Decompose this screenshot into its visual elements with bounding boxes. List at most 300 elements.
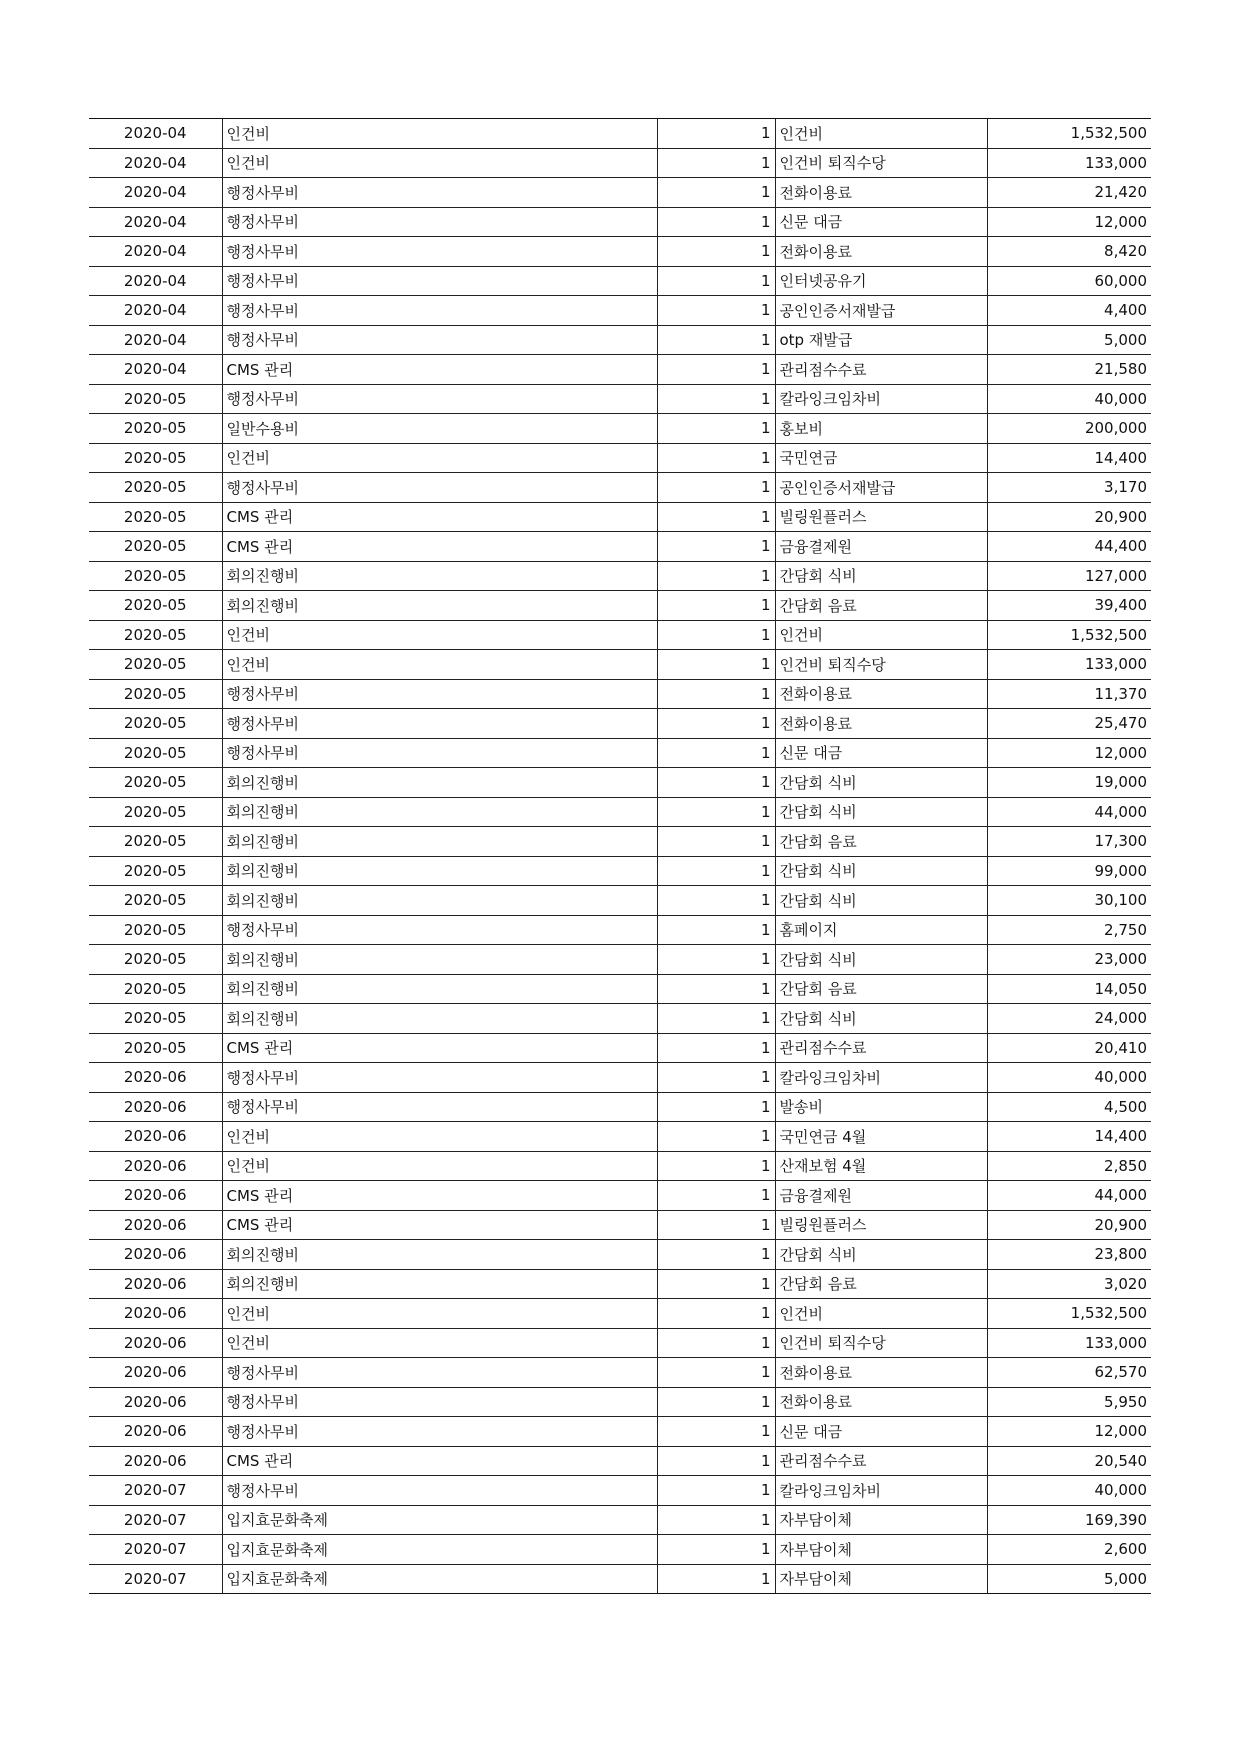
table-row [89,148,1151,178]
date-cell: 2020-05 [89,650,222,680]
date-cell: 2020-05 [89,856,222,886]
quantity-cell: 1 [657,1476,775,1506]
description-cell: 국민연금 4월 [775,1122,987,1152]
amount-cell: 21,580 [987,355,1151,385]
table-row [89,207,1151,237]
date-cell: 2020-04 [89,355,222,385]
description-cell: otp 재발급 [775,325,987,355]
amount-cell: 12,000 [987,1417,1151,1447]
table-row [89,738,1151,768]
category-cell: CMS 관리 [222,502,657,532]
amount-cell: 5,000 [987,1564,1151,1594]
category-cell: CMS 관리 [222,532,657,562]
description-cell: 칼라잉크임차비 [775,1063,987,1093]
amount-cell: 23,000 [987,945,1151,975]
category-cell: 행정사무비 [222,1476,657,1506]
description-cell: 빌링원플러스 [775,502,987,532]
description-cell: 간담회 음료 [775,974,987,1004]
quantity-cell: 1 [657,768,775,798]
description-cell: 전화이용료 [775,1387,987,1417]
date-cell: 2020-05 [89,827,222,857]
quantity-cell: 1 [657,1505,775,1535]
quantity-cell: 1 [657,1564,775,1594]
table-row [89,1122,1151,1152]
amount-cell: 2,600 [987,1535,1151,1565]
date-cell: 2020-05 [89,768,222,798]
table-row [89,1299,1151,1329]
ledger-body [89,119,1151,1594]
date-cell: 2020-07 [89,1535,222,1565]
description-cell: 자부담이체 [775,1535,987,1565]
table-row [89,1181,1151,1211]
amount-cell: 5,000 [987,325,1151,355]
amount-cell: 20,900 [987,502,1151,532]
amount-cell: 30,100 [987,886,1151,916]
description-cell: 간담회 음료 [775,827,987,857]
quantity-cell: 1 [657,679,775,709]
description-cell: 공인인증서재발급 [775,296,987,326]
date-cell: 2020-06 [89,1181,222,1211]
amount-cell: 14,400 [987,443,1151,473]
description-cell: 전화이용료 [775,237,987,267]
table-row [89,1358,1151,1388]
category-cell: CMS 관리 [222,1033,657,1063]
amount-cell: 12,000 [987,738,1151,768]
category-cell: 회의진행비 [222,1004,657,1034]
table-row [89,1033,1151,1063]
quantity-cell: 1 [657,709,775,739]
table-row [89,1151,1151,1181]
amount-cell: 133,000 [987,148,1151,178]
quantity-cell: 1 [657,1535,775,1565]
date-cell: 2020-05 [89,384,222,414]
amount-cell: 99,000 [987,856,1151,886]
category-cell: 회의진행비 [222,561,657,591]
table-row [89,1505,1151,1535]
category-cell: 회의진행비 [222,886,657,916]
date-cell: 2020-05 [89,1033,222,1063]
category-cell: 행정사무비 [222,325,657,355]
quantity-cell: 1 [657,915,775,945]
category-cell: CMS 관리 [222,1210,657,1240]
description-cell: 인건비 [775,1299,987,1329]
category-cell: 행정사무비 [222,237,657,267]
table-row [89,1240,1151,1270]
date-cell: 2020-06 [89,1328,222,1358]
amount-cell: 200,000 [987,414,1151,444]
table-row [89,443,1151,473]
category-cell: 회의진행비 [222,945,657,975]
date-cell: 2020-06 [89,1446,222,1476]
quantity-cell: 1 [657,207,775,237]
category-cell: 행정사무비 [222,915,657,945]
table-row [89,296,1151,326]
description-cell: 인건비 퇴직수당 [775,650,987,680]
description-cell: 자부담이체 [775,1505,987,1535]
table-row [89,1004,1151,1034]
date-cell: 2020-05 [89,679,222,709]
quantity-cell: 1 [657,266,775,296]
category-cell: 행정사무비 [222,679,657,709]
date-cell: 2020-05 [89,738,222,768]
table-row [89,1535,1151,1565]
date-cell: 2020-05 [89,709,222,739]
category-cell: 행정사무비 [222,1092,657,1122]
table-row [89,473,1151,503]
quantity-cell: 1 [657,414,775,444]
category-cell: 인건비 [222,1299,657,1329]
amount-cell: 40,000 [987,1063,1151,1093]
category-cell: 회의진행비 [222,974,657,1004]
description-cell: 간담회 음료 [775,1269,987,1299]
amount-cell: 12,000 [987,207,1151,237]
date-cell: 2020-05 [89,473,222,503]
description-cell: 공인인증서재발급 [775,473,987,503]
category-cell: 회의진행비 [222,591,657,621]
description-cell: 관리점수수료 [775,1033,987,1063]
quantity-cell: 1 [657,1181,775,1211]
amount-cell: 40,000 [987,1476,1151,1506]
category-cell: 인건비 [222,1328,657,1358]
amount-cell: 2,850 [987,1151,1151,1181]
category-cell: 회의진행비 [222,1240,657,1270]
quantity-cell: 1 [657,561,775,591]
amount-cell: 127,000 [987,561,1151,591]
description-cell: 칼라잉크임차비 [775,384,987,414]
date-cell: 2020-05 [89,443,222,473]
table-row [89,1328,1151,1358]
table-row [89,532,1151,562]
category-cell: 인건비 [222,148,657,178]
quantity-cell: 1 [657,1063,775,1093]
quantity-cell: 1 [657,1122,775,1152]
table-row [89,768,1151,798]
category-cell: 입지효문화축제 [222,1564,657,1594]
category-cell: CMS 관리 [222,1446,657,1476]
description-cell: 간담회 식비 [775,1240,987,1270]
category-cell: 입지효문화축제 [222,1535,657,1565]
description-cell: 신문 대금 [775,207,987,237]
date-cell: 2020-06 [89,1210,222,1240]
quantity-cell: 1 [657,148,775,178]
quantity-cell: 1 [657,1358,775,1388]
description-cell: 발송비 [775,1092,987,1122]
date-cell: 2020-05 [89,1004,222,1034]
date-cell: 2020-05 [89,974,222,1004]
table-row [89,119,1151,149]
category-cell: 인건비 [222,119,657,149]
description-cell: 간담회 식비 [775,768,987,798]
quantity-cell: 1 [657,384,775,414]
category-cell: 입지효문화축제 [222,1505,657,1535]
quantity-cell: 1 [657,1269,775,1299]
amount-cell: 4,400 [987,296,1151,326]
date-cell: 2020-07 [89,1564,222,1594]
amount-cell: 2,750 [987,915,1151,945]
amount-cell: 3,170 [987,473,1151,503]
date-cell: 2020-04 [89,207,222,237]
quantity-cell: 1 [657,443,775,473]
quantity-cell: 1 [657,797,775,827]
table-row [89,1269,1151,1299]
table-row [89,915,1151,945]
date-cell: 2020-05 [89,532,222,562]
description-cell: 간담회 식비 [775,1004,987,1034]
category-cell: 행정사무비 [222,473,657,503]
category-cell: 행정사무비 [222,266,657,296]
amount-cell: 1,532,500 [987,119,1151,149]
table-row [89,709,1151,739]
quantity-cell: 1 [657,886,775,916]
amount-cell: 62,570 [987,1358,1151,1388]
category-cell: 행정사무비 [222,1387,657,1417]
quantity-cell: 1 [657,856,775,886]
amount-cell: 20,900 [987,1210,1151,1240]
amount-cell: 5,950 [987,1387,1151,1417]
quantity-cell: 1 [657,1328,775,1358]
category-cell: 행정사무비 [222,207,657,237]
description-cell: 인건비 [775,620,987,650]
date-cell: 2020-06 [89,1299,222,1329]
amount-cell: 24,000 [987,1004,1151,1034]
description-cell: 국민연금 [775,443,987,473]
description-cell: 칼라잉크임차비 [775,1476,987,1506]
amount-cell: 40,000 [987,384,1151,414]
amount-cell: 3,020 [987,1269,1151,1299]
category-cell: 회의진행비 [222,1269,657,1299]
description-cell: 전화이용료 [775,709,987,739]
amount-cell: 133,000 [987,650,1151,680]
table-row [89,502,1151,532]
quantity-cell: 1 [657,945,775,975]
description-cell: 빌링원플러스 [775,1210,987,1240]
amount-cell: 25,470 [987,709,1151,739]
date-cell: 2020-05 [89,414,222,444]
table-row [89,384,1151,414]
table-row [89,591,1151,621]
date-cell: 2020-04 [89,266,222,296]
quantity-cell: 1 [657,1033,775,1063]
description-cell: 간담회 식비 [775,797,987,827]
description-cell: 금융결제원 [775,1181,987,1211]
category-cell: 행정사무비 [222,1063,657,1093]
table-row [89,1210,1151,1240]
category-cell: 행정사무비 [222,178,657,208]
table-row [89,974,1151,1004]
table-row [89,679,1151,709]
amount-cell: 39,400 [987,591,1151,621]
table-row [89,561,1151,591]
date-cell: 2020-05 [89,502,222,532]
date-cell: 2020-05 [89,591,222,621]
quantity-cell: 1 [657,738,775,768]
description-cell: 간담회 식비 [775,856,987,886]
table-row [89,266,1151,296]
table-row [89,1063,1151,1093]
quantity-cell: 1 [657,502,775,532]
amount-cell: 21,420 [987,178,1151,208]
amount-cell: 17,300 [987,827,1151,857]
description-cell: 홈페이지 [775,915,987,945]
ledger-sheet [89,118,1151,1594]
table-row [89,650,1151,680]
quantity-cell: 1 [657,1240,775,1270]
table-row [89,886,1151,916]
table-row [89,797,1151,827]
date-cell: 2020-06 [89,1417,222,1447]
table-row [89,237,1151,267]
amount-cell: 1,532,500 [987,620,1151,650]
quantity-cell: 1 [657,1387,775,1417]
category-cell: 회의진행비 [222,827,657,857]
amount-cell: 23,800 [987,1240,1151,1270]
table-row [89,1092,1151,1122]
date-cell: 2020-05 [89,561,222,591]
quantity-cell: 1 [657,1299,775,1329]
quantity-cell: 1 [657,1092,775,1122]
date-cell: 2020-06 [89,1387,222,1417]
table-row [89,1564,1151,1594]
amount-cell: 169,390 [987,1505,1151,1535]
quantity-cell: 1 [657,237,775,267]
description-cell: 간담회 식비 [775,945,987,975]
amount-cell: 44,000 [987,797,1151,827]
category-cell: 행정사무비 [222,709,657,739]
description-cell: 금융결제원 [775,532,987,562]
quantity-cell: 1 [657,650,775,680]
quantity-cell: 1 [657,178,775,208]
description-cell: 홍보비 [775,414,987,444]
date-cell: 2020-05 [89,915,222,945]
quantity-cell: 1 [657,1417,775,1447]
table-row [89,1476,1151,1506]
date-cell: 2020-06 [89,1092,222,1122]
table-row [89,414,1151,444]
amount-cell: 20,410 [987,1033,1151,1063]
quantity-cell: 1 [657,827,775,857]
description-cell: 신문 대금 [775,1417,987,1447]
category-cell: 인건비 [222,1151,657,1181]
amount-cell: 1,532,500 [987,1299,1151,1329]
amount-cell: 4,500 [987,1092,1151,1122]
quantity-cell: 1 [657,1004,775,1034]
date-cell: 2020-07 [89,1476,222,1506]
date-cell: 2020-05 [89,620,222,650]
amount-cell: 8,420 [987,237,1151,267]
date-cell: 2020-07 [89,1505,222,1535]
category-cell: 행정사무비 [222,738,657,768]
amount-cell: 20,540 [987,1446,1151,1476]
table-row [89,620,1151,650]
date-cell: 2020-04 [89,296,222,326]
description-cell: 전화이용료 [775,1358,987,1388]
category-cell: 행정사무비 [222,296,657,326]
description-cell: 관리점수수료 [775,355,987,385]
quantity-cell: 1 [657,1151,775,1181]
quantity-cell: 1 [657,473,775,503]
table-row [89,355,1151,385]
category-cell: 인건비 [222,650,657,680]
table-row [89,945,1151,975]
amount-cell: 133,000 [987,1328,1151,1358]
date-cell: 2020-05 [89,886,222,916]
description-cell: 산재보험 4월 [775,1151,987,1181]
description-cell: 인건비 퇴직수당 [775,148,987,178]
quantity-cell: 1 [657,620,775,650]
amount-cell: 14,400 [987,1122,1151,1152]
description-cell: 신문 대금 [775,738,987,768]
description-cell: 전화이용료 [775,679,987,709]
quantity-cell: 1 [657,974,775,1004]
category-cell: 회의진행비 [222,768,657,798]
date-cell: 2020-06 [89,1151,222,1181]
category-cell: 일반수용비 [222,414,657,444]
expense-ledger-table [89,118,1151,1594]
category-cell: 회의진행비 [222,797,657,827]
amount-cell: 44,000 [987,1181,1151,1211]
date-cell: 2020-05 [89,945,222,975]
quantity-cell: 1 [657,1446,775,1476]
description-cell: 간담회 음료 [775,591,987,621]
date-cell: 2020-06 [89,1122,222,1152]
date-cell: 2020-04 [89,119,222,149]
amount-cell: 11,370 [987,679,1151,709]
description-cell: 간담회 식비 [775,886,987,916]
date-cell: 2020-06 [89,1269,222,1299]
table-row [89,325,1151,355]
table-row [89,827,1151,857]
category-cell: CMS 관리 [222,355,657,385]
table-row [89,1417,1151,1447]
category-cell: 인건비 [222,443,657,473]
date-cell: 2020-06 [89,1240,222,1270]
quantity-cell: 1 [657,296,775,326]
date-cell: 2020-06 [89,1358,222,1388]
table-row [89,178,1151,208]
description-cell: 관리점수수료 [775,1446,987,1476]
amount-cell: 19,000 [987,768,1151,798]
date-cell: 2020-04 [89,148,222,178]
quantity-cell: 1 [657,532,775,562]
quantity-cell: 1 [657,119,775,149]
amount-cell: 14,050 [987,974,1151,1004]
table-row [89,1387,1151,1417]
category-cell: 인건비 [222,620,657,650]
date-cell: 2020-05 [89,797,222,827]
description-cell: 전화이용료 [775,178,987,208]
description-cell: 자부담이체 [775,1564,987,1594]
date-cell: 2020-04 [89,237,222,267]
quantity-cell: 1 [657,355,775,385]
description-cell: 인건비 퇴직수당 [775,1328,987,1358]
category-cell: 행정사무비 [222,1358,657,1388]
date-cell: 2020-04 [89,325,222,355]
table-row [89,856,1151,886]
quantity-cell: 1 [657,1210,775,1240]
category-cell: 행정사무비 [222,1417,657,1447]
category-cell: 회의진행비 [222,856,657,886]
description-cell: 인터넷공유기 [775,266,987,296]
date-cell: 2020-04 [89,178,222,208]
amount-cell: 44,400 [987,532,1151,562]
description-cell: 간담회 식비 [775,561,987,591]
quantity-cell: 1 [657,325,775,355]
category-cell: CMS 관리 [222,1181,657,1211]
table-row [89,1446,1151,1476]
category-cell: 행정사무비 [222,384,657,414]
category-cell: 인건비 [222,1122,657,1152]
date-cell: 2020-06 [89,1063,222,1093]
